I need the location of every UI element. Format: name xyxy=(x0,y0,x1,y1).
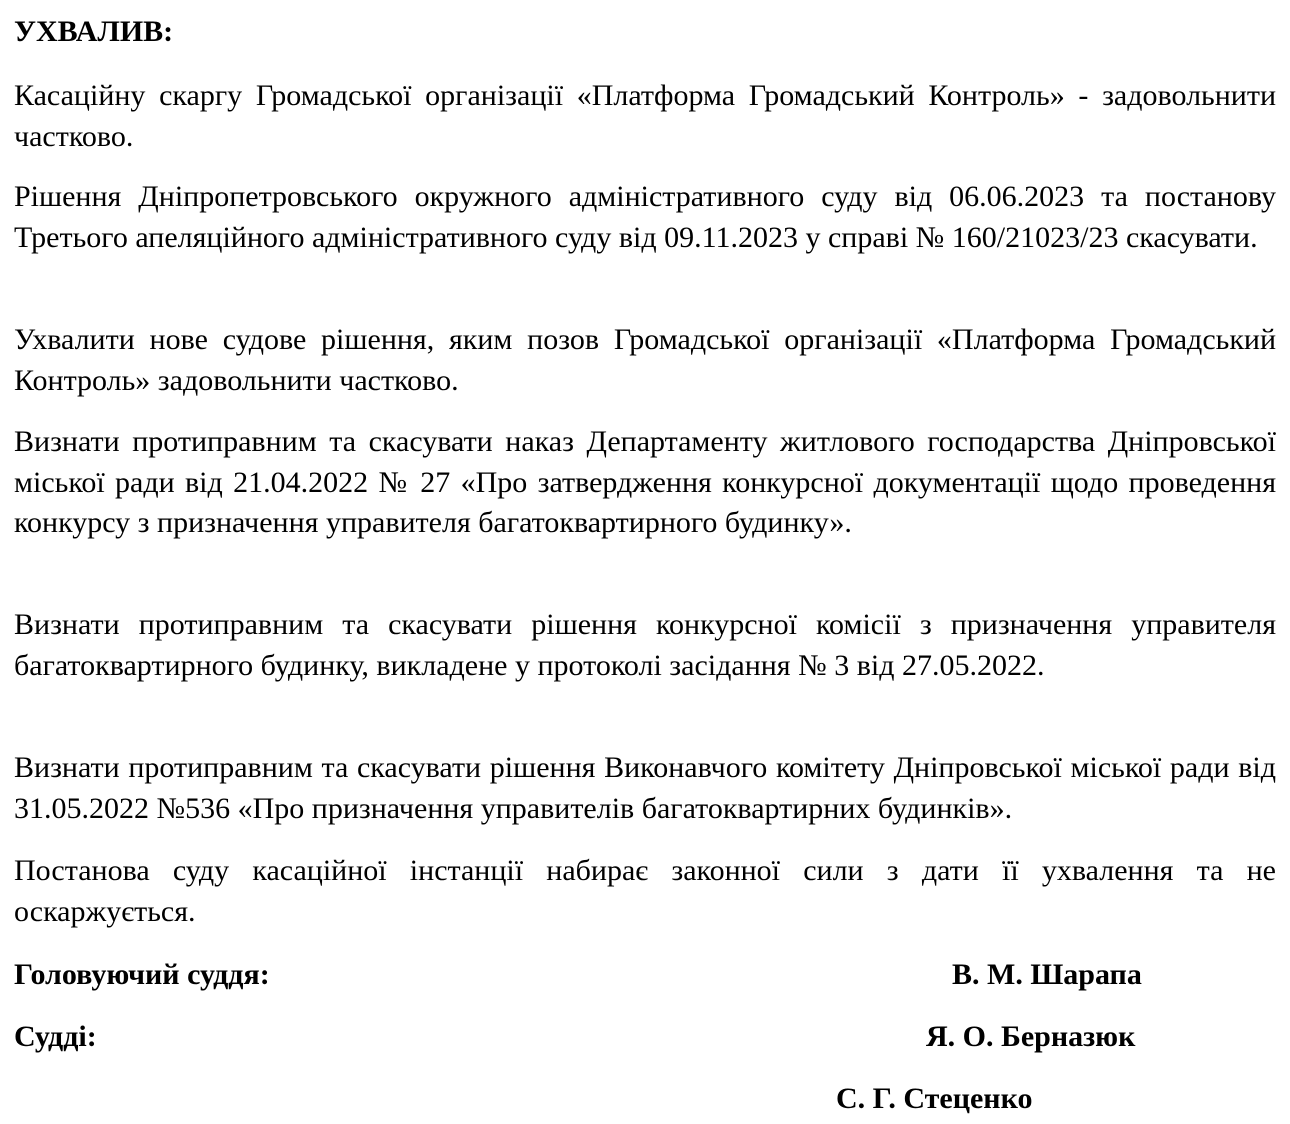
paragraph-annul-decisions: Рішення Дніпропетровського окружного адміністративного суду від 06.06.2023 та постанову Третього апеляційного адміністративного суду від 09.11.2023 у справі № 160/21023/23 скасувати. xyxy=(14,180,1276,254)
paragraph-annul-commission: Визнати протиправним та скасувати рішення конкурсної комісії з призначення управителя багатоквартирного будинку, викладене у протоколі засідання № 3 від 27.05.2022. xyxy=(14,608,1276,682)
judge-name-1: Я. О. Берназюк xyxy=(926,1020,1136,1053)
paragraph-annul-order: Визнати протиправним та скасувати наказ Департаменту житлового господарства Дніпровської міської ради від 21.04.2022 № 27 «Про затвердження конкурсної документації щодо проведення конкурсу з призначення управителя багатоквартирного будинку». xyxy=(14,425,1276,539)
presiding-judge-label: Головуючий суддя: xyxy=(14,958,270,991)
paragraph-cassation-complaint: Касаційну скаргу Громадської організації «Платформа Громадський Контроль» - задовольнити частково. xyxy=(14,79,1276,153)
paragraph-new-decision: Ухвалити нове судове рішення, яким позов Громадської організації «Платформа Громадський Контроль» задовольнити частково. xyxy=(14,323,1276,397)
presiding-judge-name: В. М. Шарапа xyxy=(952,958,1142,991)
decision-heading: УХВАЛИВ: xyxy=(14,15,174,48)
paragraph-final-effect: Постанова суду касаційної інстанції набирає законної сили з дати її ухвалення та не оскаржується. xyxy=(14,854,1276,928)
paragraph-annul-executive: Визнати протиправним та скасувати рішення Виконавчого комітету Дніпровської міської ради від 31.05.2022 №536 «Про призначення управителів багатоквартирних будинків». xyxy=(14,751,1276,825)
judges-label: Судді: xyxy=(14,1020,97,1053)
judge-name-2: С. Г. Стеценко xyxy=(836,1082,1033,1115)
